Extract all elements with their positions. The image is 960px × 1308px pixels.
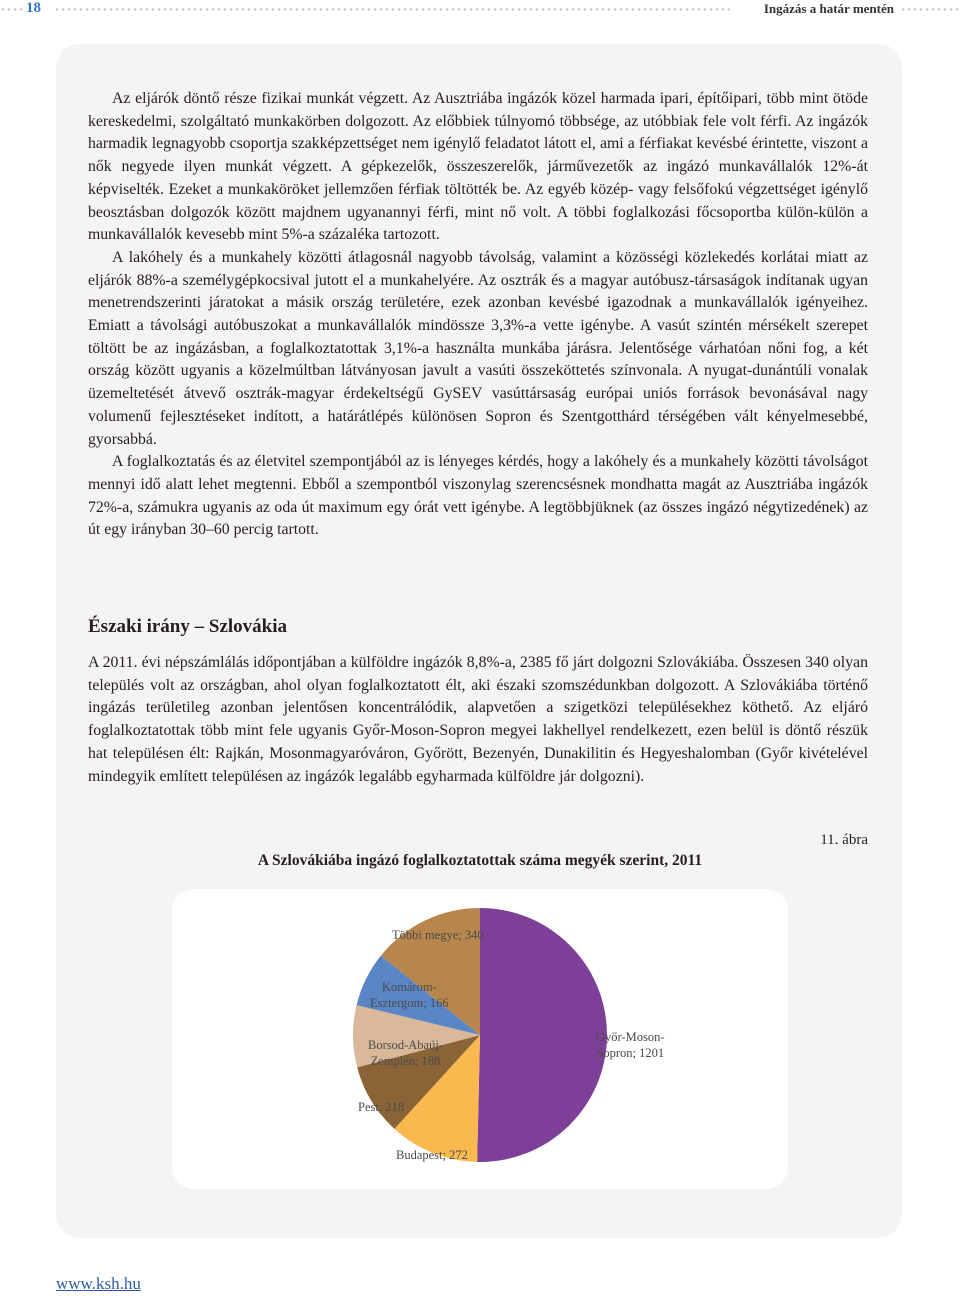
header-dots-middle <box>54 8 730 11</box>
section-text: A 2011. évi népszámlálás időpontjában a külföldre ingázók 8,8%-a, 2385 fő járt dolgozni Szlovákiába. Összesen 340 olyan település volt az országban, ahol olyan foglalkoztatott élt, aki északi szomszédunkban dolgozott. A Szlovákiába történő ingázás területileg azonban jelentősen koncentrálódik, alapvetően a szigetközi településekhez köthető. Az eljáró foglalkoztatottak több mint fele ugyanis Győr-Moson-Sopron megyei lakhellyel rendelkezett, ezen belül is döntő részük hat településen élt: Rajkán, Mosonmagyaróváron, Győrött, Bezenyén, Dunakilitin és Hegyeshalomban (Győr kivételével mindegyik említett településen az ingázók legalább egyharmada külföldre jár dolgozni). <box>88 654 868 785</box>
pie-slice-label: Komárom- Esztergom; 166 <box>370 980 449 1010</box>
paragraph: Az eljárók döntő része fizikai munkát végzett. Az Ausztriába ingázók közel harmada ipari, építőipari, több mint ötöde kereskedelmi, szolgáltató munkakörben dolgozott. Az előbbiek túlnyomó többsége, az utóbbiak fele volt férfi. Az ingázók harmadik legnagyobb csoportja szakképzettséget nem igénylő feladatot látott el, ami a férfiakat kevésbé érintette, viszont a nők negyede ilyen munkát végzett. A gépkezelők, összeszerelők, járművezetők az ingázó munkavállalók 12%-át képviselték. Ezeket a munkaköröket jellemzően férfiak töltötték be. Az egyéb közép- vagy felsőfokú végzettséget igénylő beosztásban dolgozók között majdnem ugyanannyi férfi, mint nő volt. A többi foglalkozási főcsoportba külön-külön a munkavállalók kevesebb mint 5%-a százaléka tartozott. <box>88 90 868 244</box>
chart-box <box>172 889 788 1189</box>
page-number: 18 <box>26 0 41 16</box>
figure-label: 11. ábra <box>820 832 868 848</box>
section-title: Északi irány – Szlovákia <box>88 616 287 637</box>
running-title: Ingázás a határ mentén <box>763 1 894 16</box>
paragraph: A foglalkoztatás és az életvitel szempontjából az is lényeges kérdés, hogy a lakóhely és a munkahely közötti távolságot mennyi idő alatt lehet megtenni. Ebből a szempontból viszonylag szerencsésnek mondhatta magát az Ausztriába ingázók 72%-a, számukra ugyanis az oda út maximum egy órát vett igénybe. A legtöbbjüknek (az összes ingázó négytizedének) az út egy irányban 30–60 percig tartott. <box>88 453 868 539</box>
pie-slice-label: Győr-Moson- Sopron; 1201 <box>596 1030 665 1060</box>
body-text <box>88 88 868 542</box>
pie-slice-label: Budapest; 272 <box>396 1148 468 1162</box>
pie-slice-label: Pest; 218 <box>358 1100 405 1114</box>
footer-link[interactable]: www.ksh.hu <box>56 1274 141 1293</box>
chart-title: A Szlovákiába ingázó foglalkoztatottak száma megyék szerint, 2011 <box>257 852 703 869</box>
header-dots-right <box>900 8 960 11</box>
page-header <box>0 0 960 20</box>
pie-slice-label: Többi megye; 340 <box>392 928 484 942</box>
header-dots-left <box>0 8 22 11</box>
pie-slice-label: Borsod-Abaúj- Zemplén; 188 <box>368 1038 443 1068</box>
pie-slice <box>477 908 607 1162</box>
paragraph: A lakóhely és a munkahely közötti átlagosnál nagyobb távolság, valamint a közösségi közlekedés korlátai miatt az eljárók 88%-a személygépkocsival jutott el a munkahelyére. Az osztrák és a magyar autóbusz-társaságok indítanak ugyan menetrendszerinti járatokat a másik ország területére, ezek azonban kevésbé igazodnak a munkavállalók igényeihez. Emiatt a távolsági autóbuszokat a munkavállalók mindössze 3,3%-a vette igénybe. A vasút szintén mérsékelt szerepet töltött be az ingázásban, a foglalkoztatottak 3,1%-a használta munkába járásra. Jelentősége várhatóan nőni fog, a két ország között ugyanis a közelmúltban látványosan javult a vasúti összeköttetés színvonala. A nyugat-dunántúli vonalak üzemeltetését átvevő osztrák-magyar érdekeltségű GySEV vasúttársaság európai uniós források bevonásával nagy volumenű fejlesztéseket indított, a határátlépés különösen Sopron és Szentgotthárd térségében vált kényelmesebbé, gyorsabbá. <box>88 248 868 448</box>
